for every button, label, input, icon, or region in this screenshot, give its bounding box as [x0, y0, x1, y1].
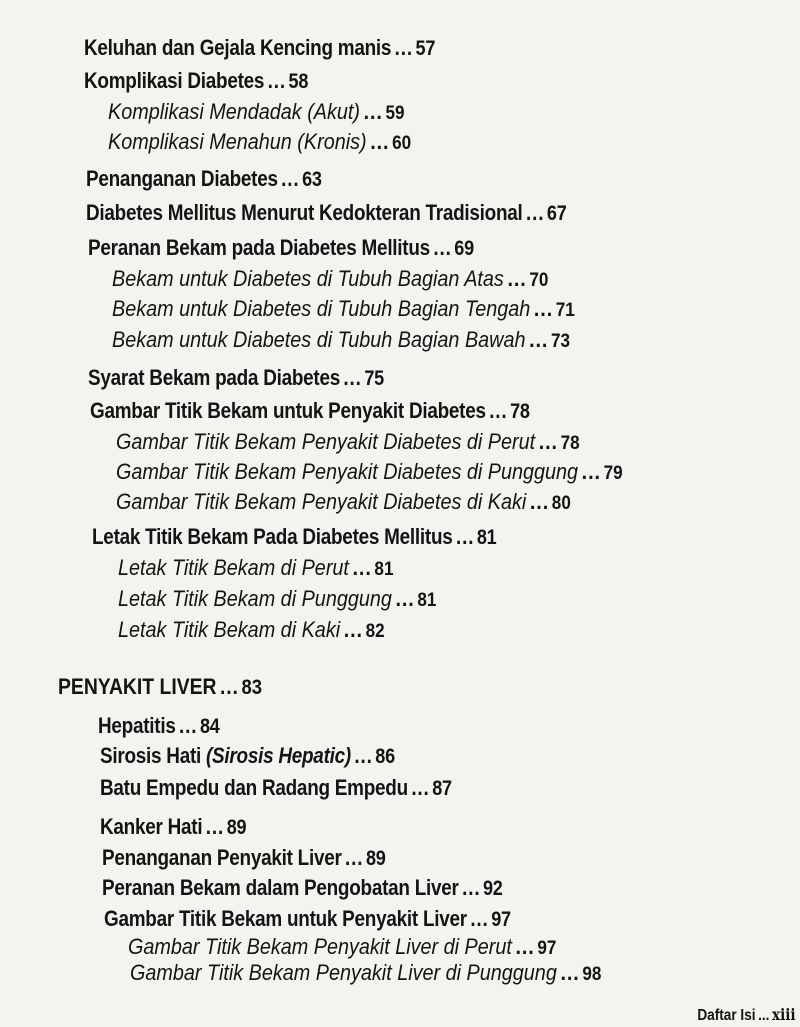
entry-page-number: 58 [288, 70, 309, 93]
entry-title: Syarat Bekam pada Diabetes [88, 365, 340, 390]
entry-title: Komplikasi Mendadak (Akut) [108, 99, 361, 124]
section-entry[interactable] [86, 168, 322, 190]
entry-page-number: 98 [582, 964, 602, 985]
entry-title: Bekam untuk Diabetes di Tubuh Bagian Bawah [112, 327, 526, 352]
entry-title: Komplikasi Menahun (Kronis) [108, 129, 367, 154]
entry-title: Gambar Titik Bekam Penyakit Diabetes di Punggung [116, 459, 579, 484]
entry-page-number: 97 [491, 908, 511, 931]
leader-dots: ... [525, 200, 545, 225]
entry-page-number: 78 [510, 400, 530, 423]
leader-dots: ... [529, 327, 549, 352]
subsection-entry[interactable] [108, 101, 405, 123]
entry-title: Gambar Titik Bekam untuk Penyakit Diabetes [90, 398, 486, 423]
leader-dots: ... [395, 586, 415, 611]
subsection-entry[interactable] [112, 298, 575, 320]
section-entry[interactable] [104, 908, 511, 930]
leader-dots: ... [345, 845, 364, 870]
section-entry[interactable] [88, 237, 474, 259]
entry-title: Sirosis Hati (Sirosis Hepatic) [100, 743, 351, 768]
entry-page-number: 70 [529, 270, 549, 291]
section-entry[interactable] [86, 202, 566, 224]
leader-dots: ... [470, 906, 489, 931]
entry-page-number: 89 [226, 816, 247, 839]
subsection-entry[interactable] [118, 619, 385, 641]
leader-dots: ... [533, 296, 554, 321]
leader-dots: ... [220, 674, 239, 699]
entry-page-number: 81 [476, 526, 497, 549]
leader-dots: ... [363, 99, 383, 124]
entry-page-number: 69 [454, 237, 474, 260]
entry-title: Penanganan Diabetes [86, 166, 278, 191]
entry-title: Letak Titik Bekam di Perut [118, 555, 349, 580]
entry-page-number: 82 [365, 621, 385, 642]
subsection-entry[interactable] [112, 268, 548, 290]
leader-dots: ... [281, 166, 300, 191]
section-entry[interactable] [88, 367, 384, 389]
section-entry[interactable] [102, 847, 386, 869]
entry-page-number: 75 [364, 367, 384, 390]
chapter-entry[interactable] [58, 676, 262, 698]
entry-title: Gambar Titik Bekam Penyakit Diabetes di Perut [116, 429, 536, 454]
subsection-entry[interactable] [116, 461, 623, 483]
subsection-entry[interactable] [108, 131, 411, 153]
footer-label: Daftar Isi [697, 1007, 756, 1024]
leader-dots: ... [205, 814, 225, 839]
entry-title: Keluhan dan Gejala Kencing manis [84, 35, 392, 60]
subsection-entry[interactable] [128, 936, 556, 958]
section-entry[interactable] [102, 877, 503, 899]
section-entry[interactable] [98, 715, 220, 737]
leader-dots: ... [515, 934, 535, 959]
leader-dots: ... [581, 459, 601, 484]
entry-page-number: 63 [302, 168, 322, 191]
entry-page-number: 92 [483, 877, 503, 900]
leader-dots: ... [267, 68, 286, 93]
leader-dots: ... [370, 129, 390, 154]
leader-dots: ... [455, 524, 475, 549]
entry-title: Kanker Hati [100, 814, 203, 839]
subsection-entry[interactable] [116, 431, 580, 453]
leader-dots: ... [529, 489, 550, 514]
entry-page-number: 81 [417, 590, 437, 611]
subsection-entry[interactable] [112, 329, 570, 351]
subsection-entry[interactable] [118, 557, 393, 579]
entry-title: Gambar Titik Bekam Penyakit Liver di Punggung [130, 960, 557, 985]
entry-title: Letak Titik Bekam di Kaki [118, 617, 341, 642]
entry-page-number: 89 [365, 847, 386, 870]
entry-title: Peranan Bekam dalam Pengobatan Liver [102, 875, 459, 900]
entry-page-number: 81 [374, 559, 394, 580]
leader-dots: ... [462, 875, 481, 900]
entry-title: Gambar Titik Bekam Penyakit Liver di Perut [128, 934, 512, 959]
entry-page-number: 86 [375, 745, 395, 768]
entry-title: PENYAKIT LIVER [58, 674, 217, 699]
entry-page-number: 59 [385, 103, 405, 124]
leader-dots: ... [538, 429, 558, 454]
entry-page-number: 78 [560, 433, 580, 454]
section-entry[interactable] [92, 526, 496, 548]
section-entry[interactable] [100, 745, 395, 767]
subsection-entry[interactable] [118, 588, 436, 610]
section-entry[interactable] [90, 400, 530, 422]
entry-page-number: 71 [555, 300, 575, 321]
entry-title: Gambar Titik Bekam Penyakit Diabetes di Kaki [116, 489, 527, 514]
entry-title: Gambar Titik Bekam untuk Penyakit Liver [104, 906, 467, 931]
entry-page-number: 79 [603, 463, 623, 484]
subsection-entry[interactable] [116, 491, 571, 513]
entry-page-number: 57 [415, 37, 436, 60]
entry-page-number: 97 [537, 938, 557, 959]
entry-title: Hepatitis [98, 713, 176, 738]
section-entry[interactable] [100, 777, 452, 799]
leader-dots: ... [489, 398, 508, 423]
entry-page-number: 80 [551, 493, 571, 514]
footer-page-number: xiii [772, 1005, 796, 1024]
entry-title: Letak Titik Bekam di Punggung [118, 586, 392, 611]
entry-title: Bekam untuk Diabetes di Tubuh Bagian Tengah [112, 296, 531, 321]
section-entry[interactable] [84, 37, 435, 59]
section-entry[interactable] [84, 70, 308, 92]
entry-title: Batu Empedu dan Radang Empedu [100, 775, 408, 800]
leader-dots: ... [411, 775, 430, 800]
entry-title: Penanganan Penyakit Liver [102, 845, 342, 870]
entry-title: Diabetes Mellitus Menurut Kedokteran Tradisional [86, 200, 523, 225]
leader-dots: ... [394, 35, 413, 60]
entry-title: Peranan Bekam pada Diabetes Mellitus [88, 235, 430, 260]
entry-title: Bekam untuk Diabetes di Tubuh Bagian Atas [112, 266, 504, 291]
footer-dots: ... [758, 1007, 770, 1024]
subsection-entry[interactable] [130, 962, 601, 984]
leader-dots: ... [179, 713, 198, 738]
entry-page-number: 83 [241, 676, 263, 699]
leader-dots: ... [507, 266, 527, 291]
leader-dots: ... [343, 617, 363, 642]
entry-page-number: 73 [551, 331, 571, 352]
section-entry[interactable] [100, 816, 246, 838]
entry-page-number: 60 [392, 133, 412, 154]
leader-dots: ... [354, 743, 373, 768]
entry-title: Komplikasi Diabetes [84, 68, 265, 93]
leader-dots: ... [433, 235, 452, 260]
leader-dots: ... [343, 365, 362, 390]
entry-page-number: 87 [432, 777, 452, 800]
leader-dots: ... [560, 960, 580, 985]
entry-page-number: 84 [199, 715, 220, 738]
leader-dots: ... [352, 555, 372, 580]
entry-page-number: 67 [546, 202, 567, 225]
entry-title: Letak Titik Bekam Pada Diabetes Mellitus [92, 524, 453, 549]
page-footer [698, 1005, 796, 1025]
